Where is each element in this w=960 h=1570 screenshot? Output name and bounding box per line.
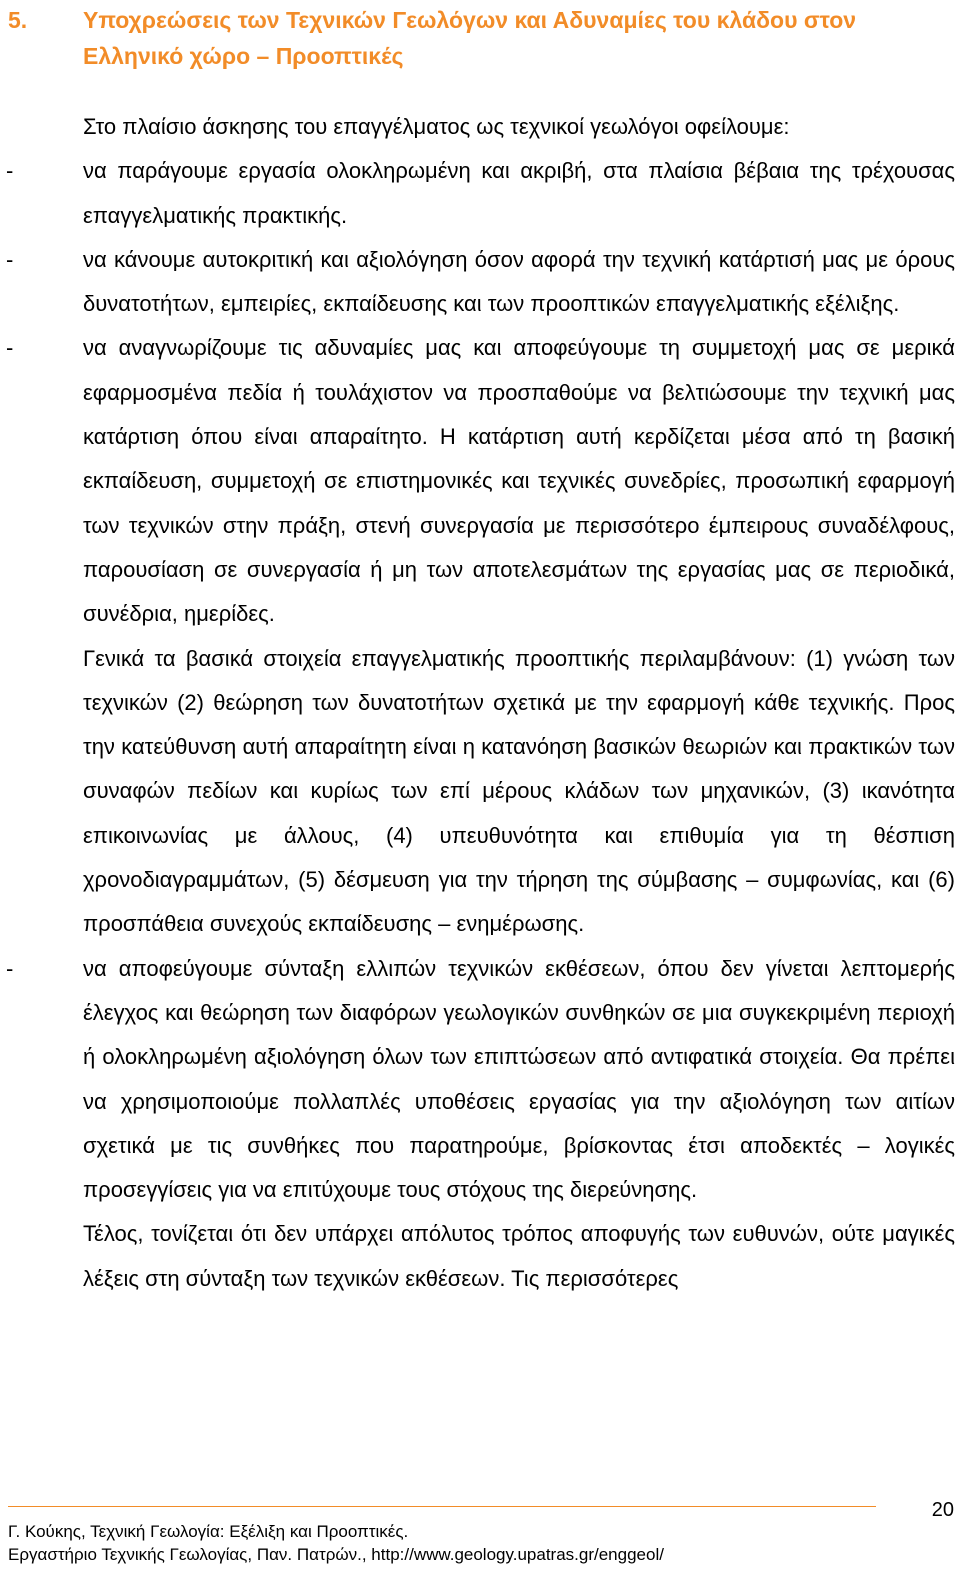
obligation-item-2: - να κάνουμε αυτοκριτική και αξιολόγηση όσον αφορά την τεχνική κατάρτισή μας με όρους δυνατοτήτων, εμπειρίες, εκπαίδευσης και των προοπτικών επαγγελματικής εξέλιξης. [83,238,955,327]
section-number: 5. [8,7,28,33]
obligation-item-1: - να παράγουμε εργασία ολοκληρωμένη και ακριβή, στα πλαίσια βέβαια της τρέχουσας επαγγελματικής πρακτικής. [83,149,955,238]
section-title-line-1: Υποχρεώσεις των Τεχνικών Γεωλόγων και Αδυναμίες του κλάδου στον [83,7,857,33]
obligation-item-4: - να αποφεύγουμε σύνταξη ελλιπών τεχνικών εκθέσεων, όπου δεν γίνεται λεπτομερής έλεγχος και θεώρηση των διαφόρων γεωλογικών συνθηκών σε μια συγκεκριμένη περιοχή ή ολοκληρωμένη αξιολόγηση όλων των επιπτώσεων από αντιφατικά στοιχεία. Θα πρέπει να χρησιμοποιούμε πολλαπλές υποθέσεις εργασίας για την αξιολόγηση των αιτίων σχετικά με τις συνθήκες που παρατηρούμε, βρίσκοντας έτσι αποδεκτές – λογικές προσεγγίσεις για να επιτύχουμε τους στόχους της διερεύνησης. [83,947,955,1213]
obligation-item-3: - να αναγνωρίζουμε τις αδυναμίες μας και αποφεύγουμε τη συμμετοχή μας σε μερικά εφαρμοσμένα πεδία ή τουλάχιστον να προσπαθούμε να βελτιώσουμε την τεχνική μας κατάρτιση όπου είναι απαραίτητο. Η κατάρτιση αυτή κερδίζεται μέσα από τη βασική εκπαίδευση, συμμετοχή σε επιστημονικές και τεχνικές συνεδρίες, προσωπική εφαρμογή των τεχνικών στην πράξη, στενή συνεργασία με περισσότερο έμπειρους συναδέλφους, παρουσίαση σε συνεργασία ή μη των αποτελεσμάτων της εργασίας μας σε περιοδικά, συνέδρια, ημερίδες. [83,326,955,636]
intro-paragraph: Στο πλαίσιο άσκησης του επαγγέλματος ως τεχνικοί γεωλόγοι οφείλουμε: [83,114,790,139]
obligation-item-3-continuation: Γενικά τα βασικά στοιχεία επαγγελματικής προοπτικής περιλαμβάνουν: (1) γνώση των τεχνικών (2) θεώρηση των δυνατοτήτων σχετικά με την εφαρμογή κάθε τεχνικής. Προς την κατεύθυνση αυτή απαραίτητη είναι η κατανόηση βασικών θεωριών και πρακτικών των συναφών πεδίων και κυρίως των επί μέρους κλάδων των μηχανικών, (3) ικανότητα επικοινωνίας με άλλους, (4) υπευθυνότητα και επιθυμία για τη θέσπιση χρονοδιαγραμμάτων, (5) δέσμευση για την τήρηση της σύμβασης – συμφωνίας, και (6) προσπάθεια συνεχούς εκπαίδευσης – ενημέρωσης. [83,645,955,937]
footer-divider [8,1506,876,1507]
page-number: 20 [931,1499,954,1521]
document-body [83,105,955,1301]
section-title-line-2: Ελληνικό χώρο – Προοπτικές [83,43,404,69]
closing-paragraph: Τέλος, τονίζεται ότι δεν υπάρχει απόλυτος τρόπος αποφυγής των ευθυνών, ούτε μαγικές λέξεις στη σύνταξη των τεχνικών εκθέσεων. Τις περισσότερες [83,1221,955,1291]
footer-affiliation: Εργαστήριο Τεχνικής Γεωλογίας, Παν. Πατρών., http://www.geology.upatras.gr/enggeol/ [8,1545,664,1564]
footer-citation: Γ. Κούκης, Τεχνική Γεωλογία: Εξέλιξη και Προοπτικές. [8,1522,409,1541]
